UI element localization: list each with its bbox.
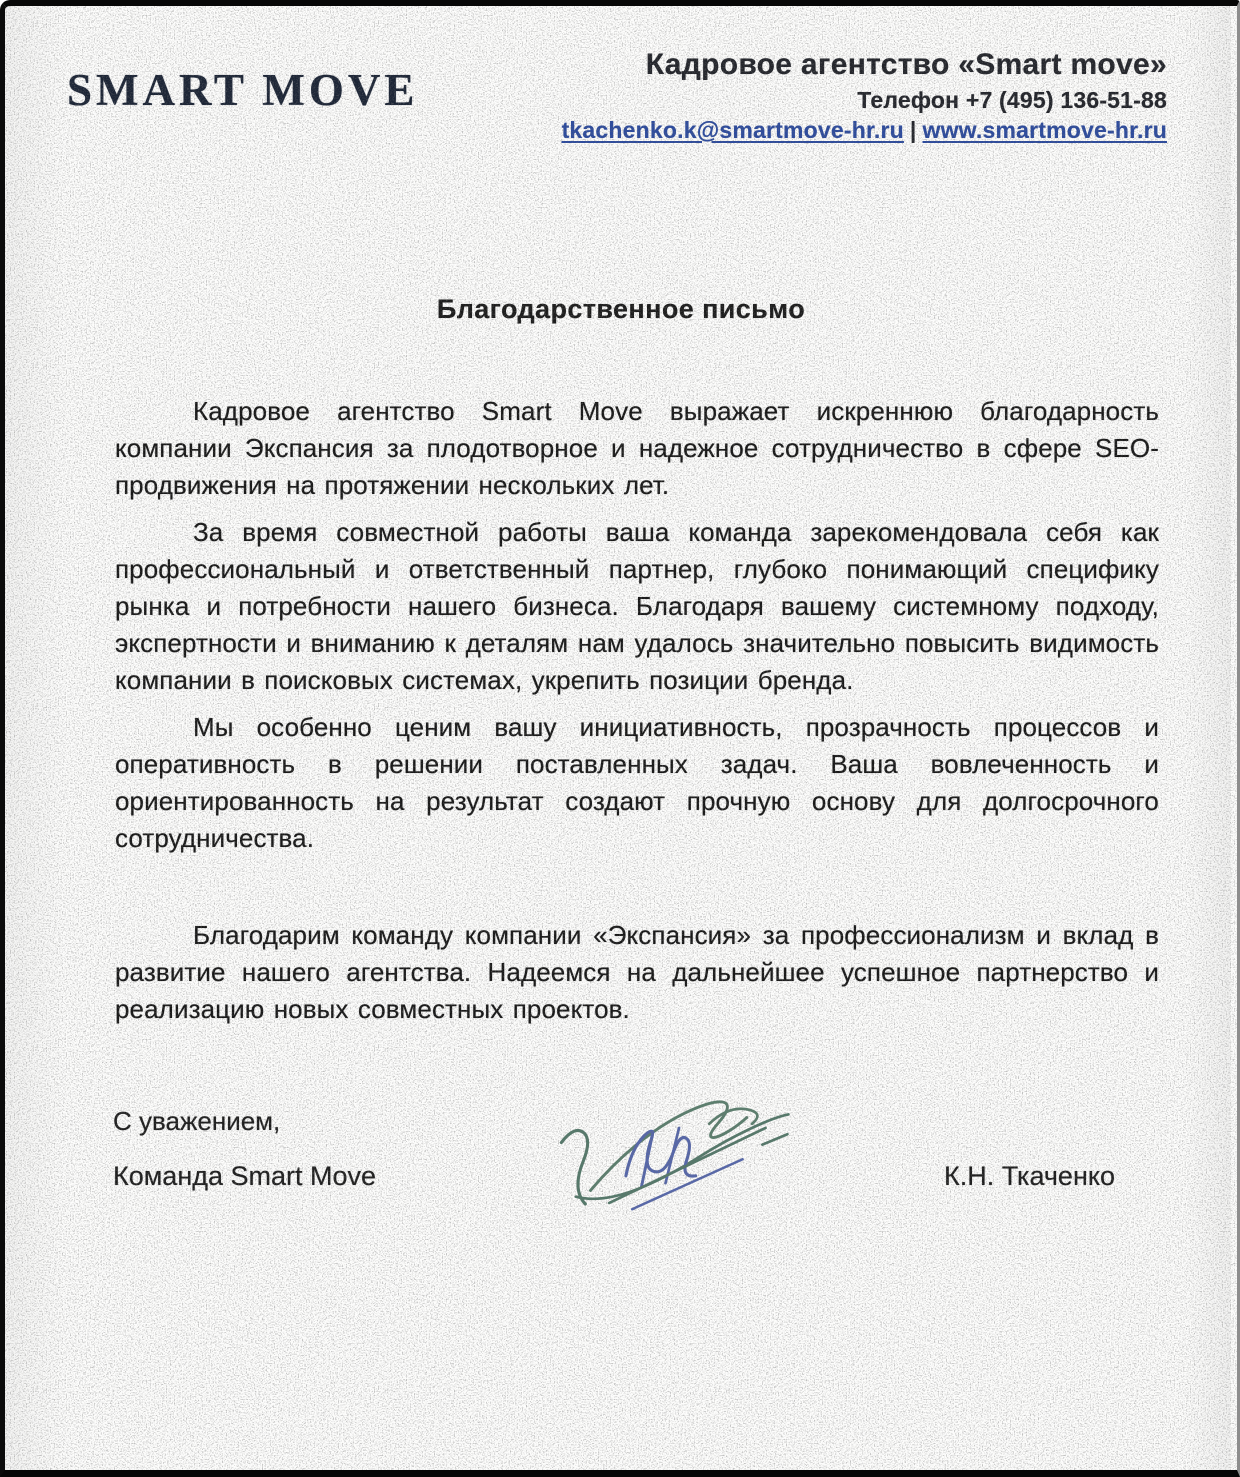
link-separator: |: [909, 117, 917, 143]
letter-body: [115, 393, 1159, 1028]
website-link[interactable]: www.smartmove-hr.ru: [922, 117, 1167, 143]
signer-name: К.Н. Ткаченко: [944, 1161, 1115, 1191]
salutation-text: С уважением,: [113, 1106, 281, 1136]
team-name: Команда Smart Move: [113, 1161, 377, 1191]
email-link[interactable]: tkachenko.k@smartmove-hr.ru: [561, 117, 904, 143]
paragraph-appreciation: Мы особенно ценим вашу инициативность, прозрачность процессов и оперативность в решении поставленных задач. Ваша вовлеченность и ориентированность на результат создают прочную основу для долгосрочного сотрудничества.: [115, 712, 1159, 853]
signature-block: [113, 1106, 1137, 1192]
letterhead-contacts: [562, 48, 1167, 144]
signature-left: [113, 1106, 376, 1192]
agency-name: Кадровое агентство «Smart move»: [645, 48, 1167, 81]
paragraph-gratitude: Кадровое агентство Smart Move выражает искреннюю благодарность компании Экспансия за плодотворное и надежное сотрудничество в сфере SEO-продвижения на протяжении нескольких лет.: [115, 396, 1159, 500]
paragraph-partnership: За время совместной работы ваша команда зарекомендовала себя как профессиональный и ответственный партнер, глубоко понимающий специфику рынка и потребности нашего бизнеса. Благодаря вашему системному подходу, экспертности и вниманию к деталям нам удалось значительно повысить видимость компании в поисковых системах, укрепить позиции бренда.: [115, 517, 1159, 695]
contact-links: [562, 117, 1167, 144]
paragraph-closing: Благодарим команду компании «Экспансия» за профессионализм и вклад в развитие нашего агентства. Надеемся на дальнейшее успешное партнерство и реализацию новых совместных проектов.: [115, 920, 1159, 1024]
letter-title: Благодарственное письмо: [436, 294, 806, 324]
letterhead: [67, 48, 1167, 144]
handwritten-signature-icon: [553, 1084, 803, 1224]
phone-number: Телефон +7 (495) 136-51-88: [857, 87, 1167, 113]
company-logo: SMART MOVE: [67, 65, 419, 115]
